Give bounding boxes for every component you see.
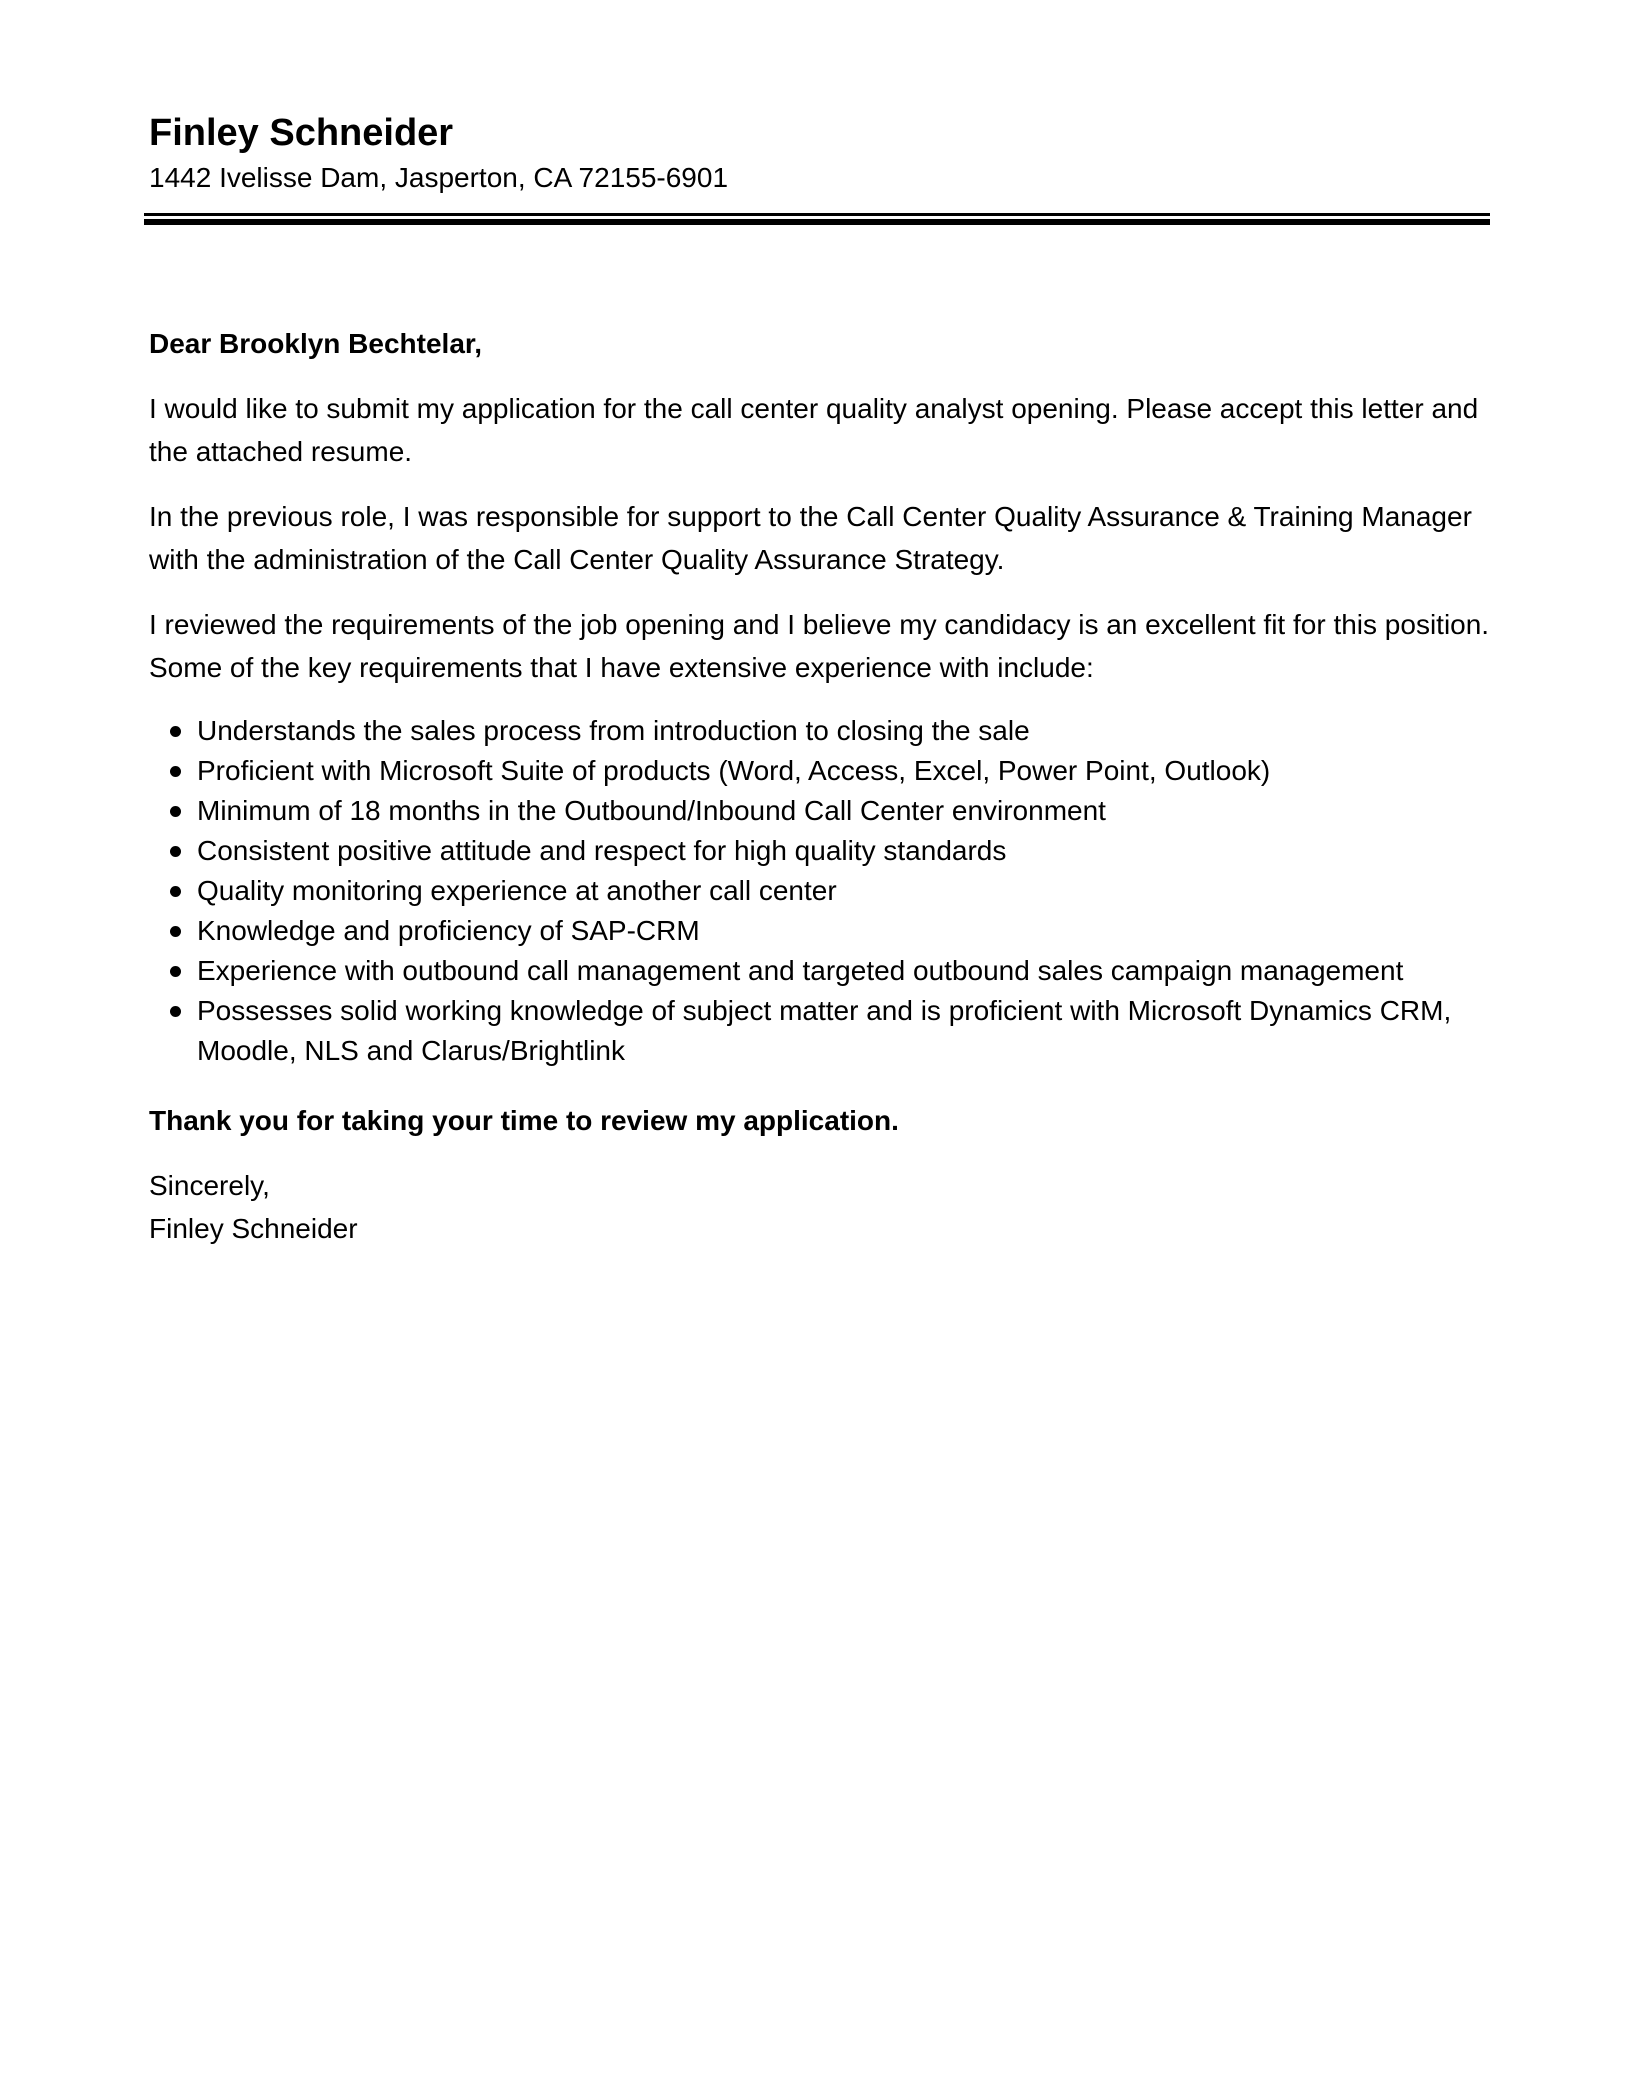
bullet-icon [170,726,181,737]
header-divider-thick-line [144,219,1490,225]
list-item-text: Consistent positive attitude and respect for high quality standards [197,835,1007,866]
bullet-icon [170,806,181,817]
header-divider [144,213,1490,225]
list-item [149,751,1494,791]
sender-address: 1442 Ivelisse Dam, Jasperton, CA 72155-6901 [149,162,729,193]
letterhead [149,108,1489,198]
previous-role-paragraph: In the previous role, I was responsible for support to the Call Center Quality Assurance & Training Manager with the administration of the Call Center Quality Assurance Strategy. [149,501,1472,575]
requirements-intro-paragraph: I reviewed the requirements of the job opening and I believe my candidacy is an excellent fit for this position. Some of the key requirements that I have extensive experience with include: [149,609,1490,683]
bullet-icon [170,1006,181,1017]
list-item [149,871,1494,911]
list-item-text: Minimum of 18 months in the Outbound/Inbound Call Center environment [197,795,1106,826]
closing-line: Thank you for taking your time to review my application. [149,1105,899,1136]
list-item-text: Understands the sales process from introduction to closing the sale [197,715,1030,746]
list-item-text: Knowledge and proficiency of SAP-CRM [197,915,700,946]
signoff: Sincerely, [149,1170,270,1201]
header-divider-thin-line [144,213,1490,216]
list-item [149,911,1494,951]
list-item [149,991,1494,1071]
list-item [149,791,1494,831]
list-item-text: Quality monitoring experience at another call center [197,875,837,906]
list-item [149,951,1494,991]
list-item [149,711,1494,751]
bullet-icon [170,766,181,777]
letter-body [149,322,1494,1250]
bullet-icon [170,846,181,857]
list-item-text: Experience with outbound call management and targeted outbound sales campaign management [197,955,1404,986]
list-item-text: Possesses solid working knowledge of subject matter and is proficient with Microsoft Dynamics CRM, Moodle, NLS and Clarus/Brightlink [197,995,1452,1066]
bullet-icon [170,886,181,897]
list-item [149,831,1494,871]
requirements-list [149,711,1494,1071]
bullet-icon [170,966,181,977]
bullet-icon [170,926,181,937]
signature-name: Finley Schneider [149,1213,358,1244]
sender-name: Finley Schneider [149,112,454,154]
intro-paragraph: I would like to submit my application for the call center quality analyst opening. Please accept this letter and the attached resume. [149,393,1479,467]
list-item-text: Proficient with Microsoft Suite of products (Word, Access, Excel, Power Point, Outlook) [197,755,1271,786]
salutation: Dear Brooklyn Bechtelar, [149,328,483,359]
